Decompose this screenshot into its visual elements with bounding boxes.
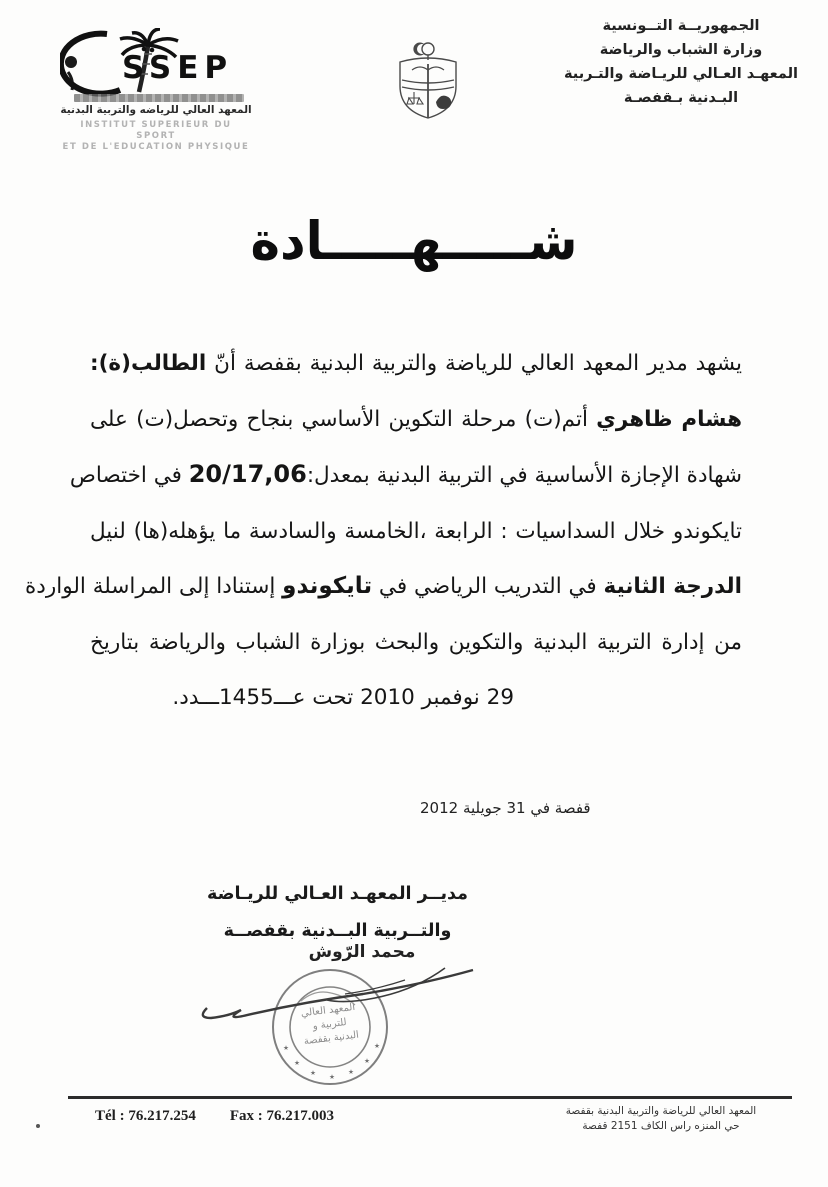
body-line-5-rest: إستنادا إلى المراسلة الواردة [25, 574, 283, 599]
logo-french-line-2: ET DE L'EDUCATION PHYSIQUE [62, 142, 250, 152]
svg-text:٭: ٭ [348, 1065, 354, 1078]
signatory-name: محمد الرّوش [308, 942, 416, 962]
degree-word: الدرجة الثانية [603, 574, 742, 599]
student-word: الطالب(ة): [90, 351, 207, 376]
body-line-2 [90, 392, 742, 448]
svg-text:٭: ٭ [364, 1054, 370, 1067]
svg-text:٭: ٭ [374, 1039, 380, 1052]
svg-text:٭: ٭ [294, 1056, 300, 1069]
body-line-4: تايكوندو خلال السداسيات : الرابعة ،الخامسة والسادسة ما يؤهله(ها) لنيل [90, 518, 742, 544]
grade-value: 20/17,06 [188, 460, 307, 488]
signatory-title [185, 876, 490, 950]
body-line-1-text: يشهد مدير المعهد العالي للرياضة والتربية البدنية بقفصة أنّ [206, 351, 742, 376]
scan-artifact-dot [36, 1124, 40, 1128]
taekwondo-word: تايكوندو [282, 573, 373, 599]
footer-tel: Tél : 76.217.254 [95, 1108, 196, 1124]
body-line-3 [69, 447, 742, 504]
body-line-6: من إدارة التربية البدنية والتكوين والبحث بوزارة الشباب والرياضة بتاريخ [90, 629, 742, 655]
footer-divider [68, 1096, 792, 1099]
logo-acronym: SSEP [122, 50, 234, 86]
footer-address-line-1: المعهد العالي للرياضة والتربية البدنية بقفصة [565, 1105, 757, 1117]
institute-line-2: البـدنية بـقفصـة [623, 90, 739, 106]
body-line-7: 29 نوفمبر 2010 تحت عـــ1455ـــدد. [172, 685, 514, 710]
body-line-5-mid: في التدريب الرياضي في [372, 574, 604, 599]
certificate-body [25, 336, 742, 726]
stamp-text-line-2: للتربية و [312, 1016, 348, 1033]
tunisia-coat-of-arms-icon [386, 40, 470, 130]
logo-french-line-1: INSTITUT SUPERIEUR DU SPORT [80, 120, 232, 141]
body-line-3-post: في اختصاص [69, 463, 189, 488]
body-line-2-text: أتم(ت) مرحلة التكوين الأساسي بنجاح وتحصل(ت) على [90, 406, 597, 432]
student-name: هشام ظاهري [596, 406, 742, 432]
ministry-header [546, 14, 816, 110]
footer-address [536, 1104, 786, 1134]
place-date-line: قفصة في 31 جويلية 2012 [420, 799, 591, 817]
institute-line-1: المعهـد العـالي للريـاضة والتـربية [564, 66, 798, 82]
body-line-3-pre: شهادة الإجازة الأساسية في التربية البدنية بمعدل: [306, 463, 742, 488]
svg-text:٭: ٭ [310, 1066, 316, 1079]
republic-line: الجمهوريــة التــونسية [602, 18, 760, 34]
issep-logo [60, 28, 252, 150]
stamp-text-line-3: البدنية بقفصة [303, 1029, 360, 1048]
signatory-title-line-2: والتــربية البــدنية بقفصــة [223, 921, 452, 941]
stamp-text-line-1: المعهد العالي [300, 1001, 356, 1020]
signatory-title-line-1: مديــر المعهـد العـالي للريـاضة [207, 884, 468, 904]
document-title: شـــــهـــــادة [250, 210, 578, 272]
svg-text:٭: ٭ [329, 1070, 335, 1083]
logo-french-caption [60, 120, 252, 153]
svg-text:٭: ٭ [283, 1041, 289, 1054]
body-line-1 [90, 336, 742, 392]
footer-contact [95, 1108, 334, 1125]
footer-address-line-2: حي المنزه راس الكاف 2151 قفصة [582, 1120, 740, 1132]
logo-band-decoration [74, 94, 244, 102]
body-line-5 [25, 559, 742, 615]
ministry-line: وزارة الشباب والرياضة [599, 42, 763, 58]
footer-fax: Fax : 76.217.003 [229, 1108, 334, 1124]
logo-arabic-caption: المعهد العالي للرياضه والتربية البدنية [60, 104, 252, 116]
handwritten-signature-icon [195, 950, 485, 1033]
